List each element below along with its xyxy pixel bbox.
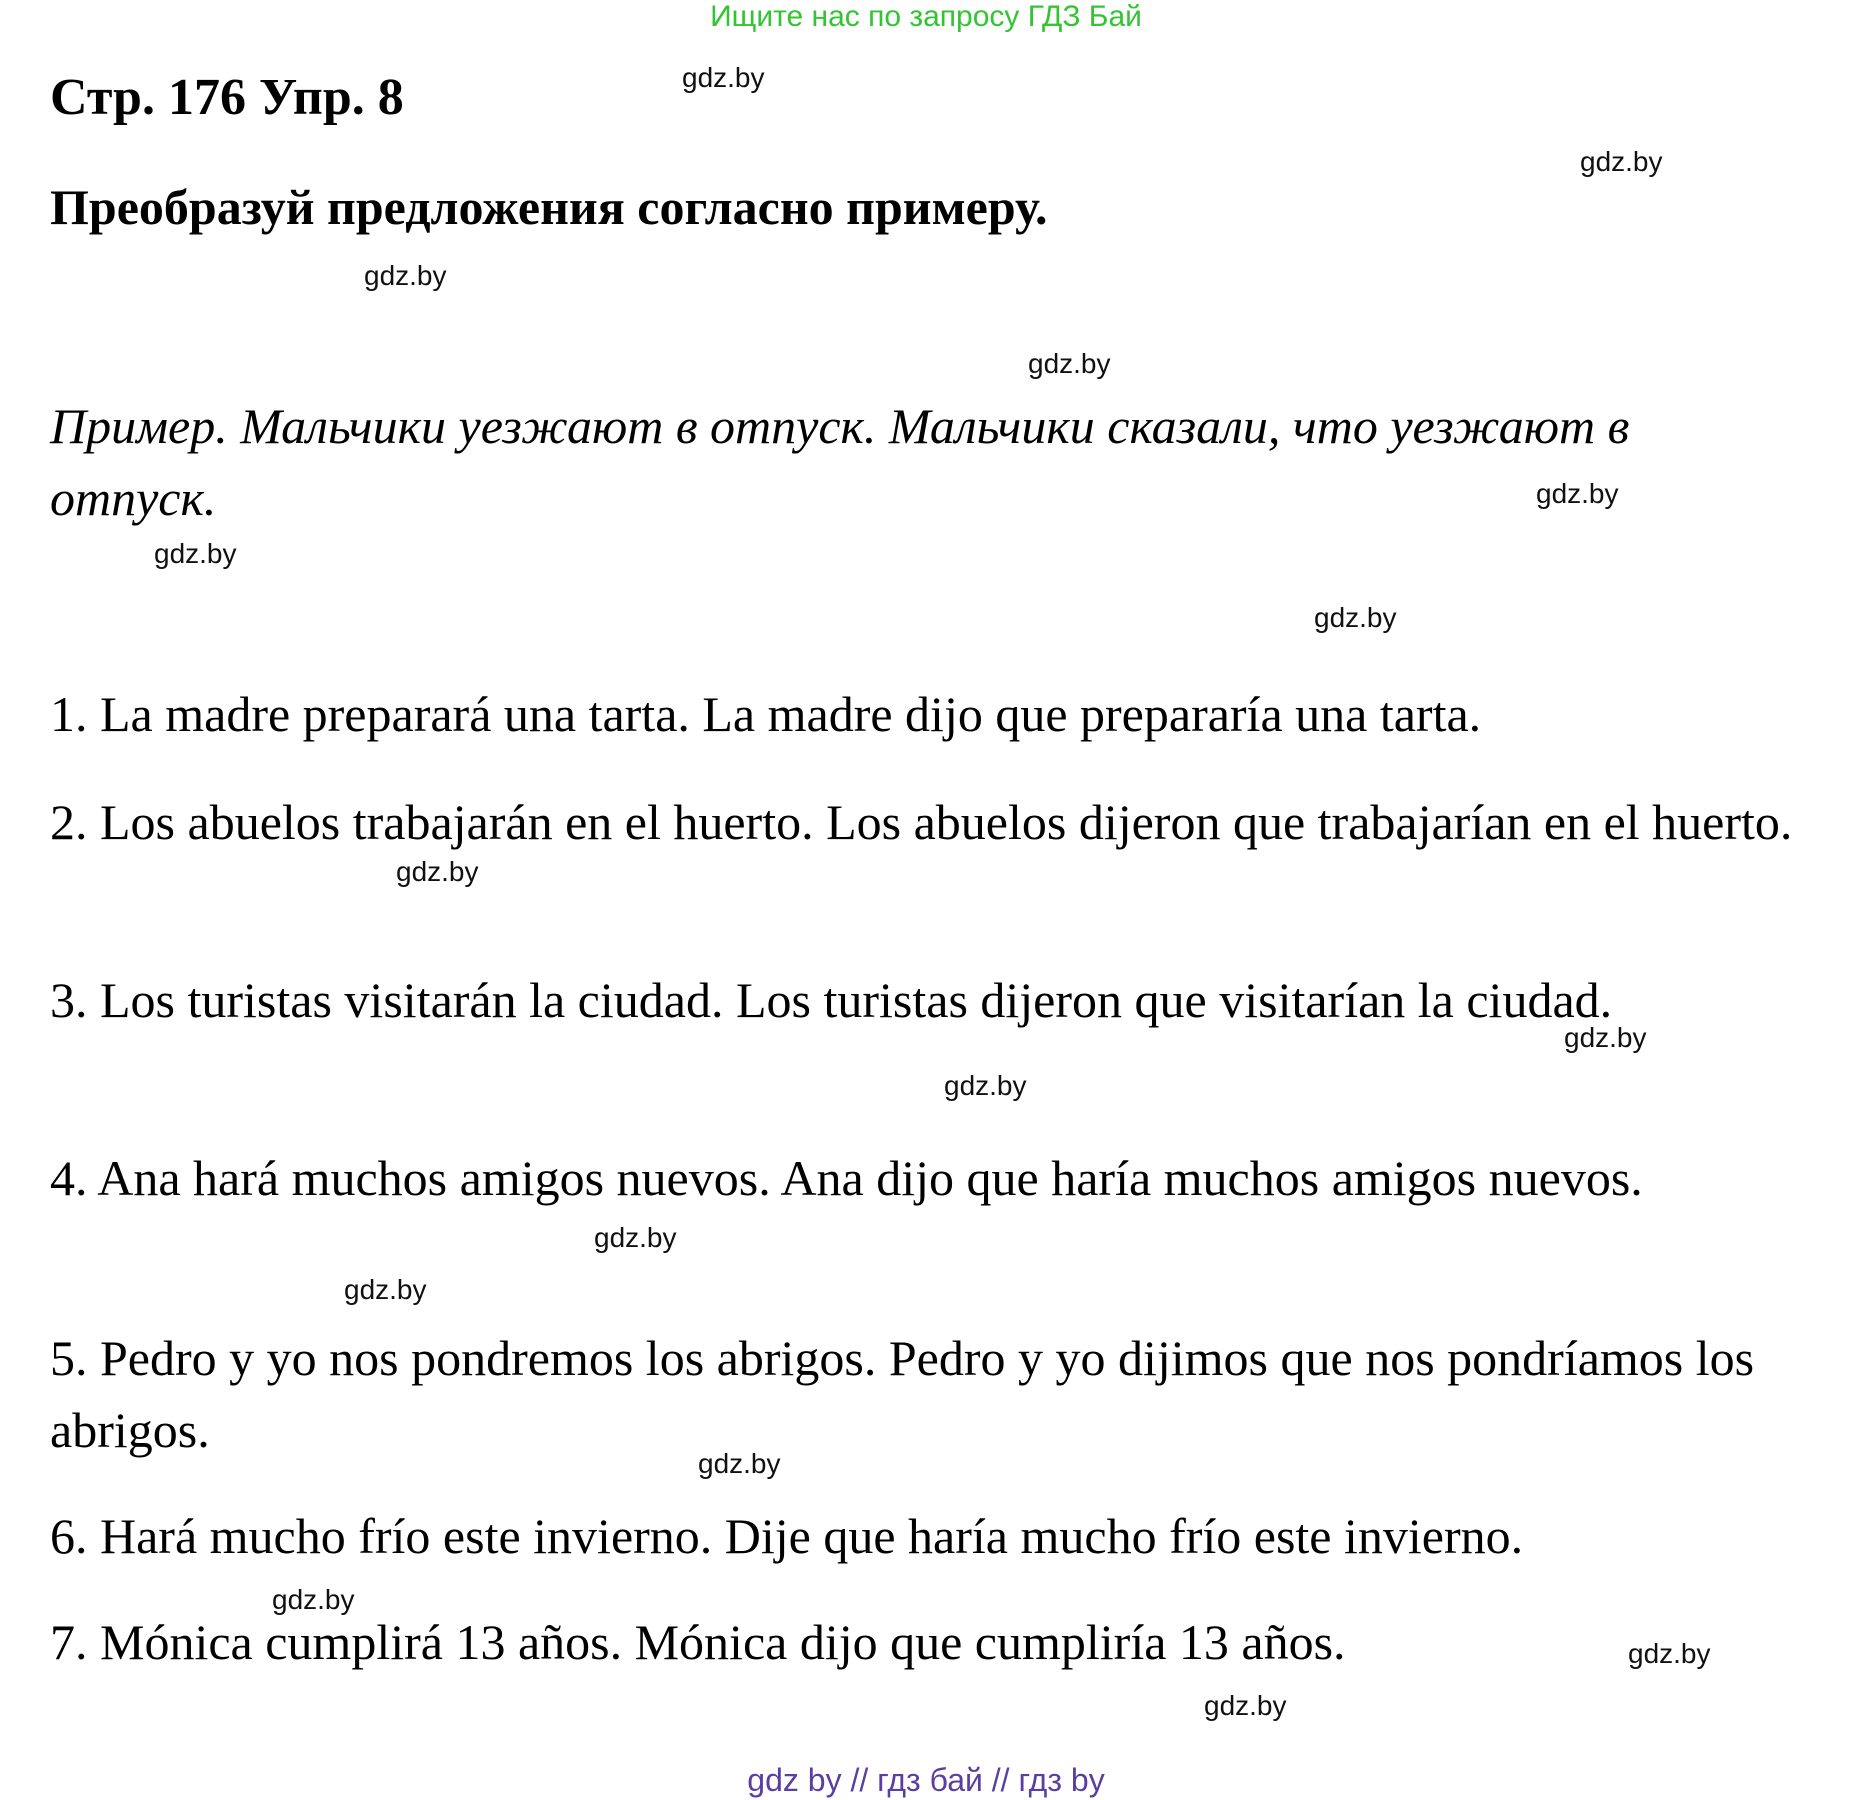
answer-item-3: 3. Los turistas visitarán la ciudad. Los turistas dijeron que visitarían la ciudad. bbox=[50, 972, 1613, 1028]
footer-link-gdz-bai[interactable]: гдз бай bbox=[877, 1762, 983, 1798]
watermark: gdz.by bbox=[344, 1274, 427, 1305]
footer-link-gdz-by-cyr[interactable]: гдз by bbox=[1018, 1762, 1105, 1798]
answer-item-6: 6. Hará mucho frío este invierno. Dije que haría mucho frío este invierno. bbox=[50, 1508, 1524, 1564]
footer-separator: // bbox=[991, 1762, 1010, 1798]
watermark: gdz.by bbox=[698, 1448, 781, 1479]
watermark: gdz.by bbox=[1564, 1022, 1647, 1053]
watermark: gdz.by bbox=[1028, 348, 1111, 379]
watermark: gdz.by bbox=[1628, 1638, 1711, 1669]
answer-item-2: 2. Los abuelos trabajarán en el huerto. Los abuelos dijeron que trabajarían en el huerto. bbox=[50, 794, 1793, 850]
footer bbox=[0, 1762, 1852, 1798]
watermark: gdz.by bbox=[1204, 1690, 1287, 1721]
watermark: gdz.by bbox=[944, 1070, 1027, 1101]
answer-item-4: 4. Ana hará muchos amigos nuevos. Ana dijo que haría muchos amigos nuevos. bbox=[50, 1150, 1643, 1206]
watermark: gdz.by bbox=[272, 1584, 355, 1615]
watermark: gdz.by bbox=[1314, 602, 1397, 633]
watermark: gdz.by bbox=[1536, 478, 1619, 509]
watermark: gdz.by bbox=[594, 1222, 677, 1253]
page-title: Стр. 176 Упр. 8 bbox=[50, 69, 404, 126]
answer-item-7: 7. Mónica cumplirá 13 años. Mónica dijo que cumpliría 13 años. bbox=[50, 1614, 1346, 1670]
footer-separator: // bbox=[850, 1762, 869, 1798]
answer-item-5: 5. Pedro y yo nos pondremos los abrigos. Pedro y yo dijimos que nos pondríamos los abrigos. bbox=[50, 1330, 1755, 1458]
watermark: gdz.by bbox=[396, 856, 479, 887]
watermark: gdz.by bbox=[154, 538, 237, 569]
watermark: gdz.by bbox=[1580, 146, 1663, 177]
answer-item-1: 1. La madre preparará una tarta. La madre dijo que prepararía una tarta. bbox=[50, 686, 1482, 742]
footer-link-gdz-by[interactable]: gdz by bbox=[747, 1762, 842, 1798]
watermark: gdz.by bbox=[682, 62, 765, 93]
top-banner: Ищите нас по запросу ГДЗ Бай bbox=[710, 0, 1142, 33]
watermark: gdz.by bbox=[364, 260, 447, 291]
exercise-instruction: Преобразуй предложения согласно примеру. bbox=[50, 179, 1048, 235]
example-text: Пример. Мальчики уезжают в отпуск. Мальчики сказали, что уезжают в отпуск. bbox=[50, 398, 1630, 526]
